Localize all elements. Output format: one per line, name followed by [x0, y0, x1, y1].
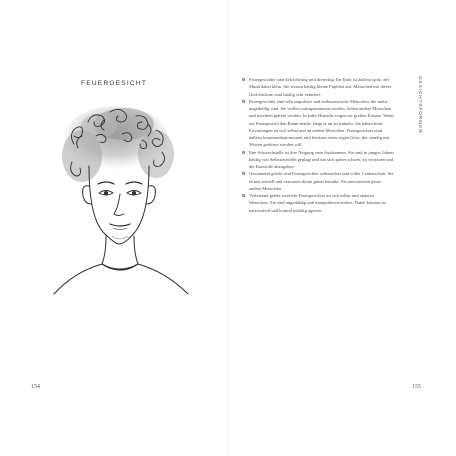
portrait-illustration — [44, 96, 194, 296]
page-number-left: 154 — [31, 384, 40, 390]
bullet-paragraph — [242, 170, 394, 192]
bullet-paragraph — [242, 98, 394, 149]
bullet-circle-icon — [242, 172, 245, 175]
section-side-label: GESICHTSFORMEN — [418, 76, 423, 134]
bullet-text: Ihre Schwachstelle ist ihre Neigung zum Ausbrennen. Sie sind in jungen Jahren häufig von Selbstzweifeln geplagt und tun sich später schwer, zu vertrauen und die Kontrolle abzugeben. — [249, 149, 394, 169]
face — [54, 166, 188, 294]
hair-wash — [62, 106, 174, 182]
bullet-paragraph — [242, 192, 394, 214]
bullet-text: Gewinnend gelebt sind Feuergesichter selbstsicher und voller Leidenschaft. Sie lernen schnell und vertrauen ihrem guten Instinkt. Sie unterstützen gerne andere Menschen. — [249, 171, 394, 191]
bullet-circle-icon — [242, 78, 245, 81]
nose — [114, 194, 124, 216]
bullet-text: Feuergesichter sind sehr impulsive und enthusiastische Menschen, die meist ungeduldig sind. Sie wollen wahrgenommen werden, lieben andere Menschen und möchten geliebt werden. In jeder Hinsicht zeigen sie großen Einsatz. Wenn ein Feuergesicht den Raum betritt, fängt er an zu funkeln. Sie haben hohe Erwartungen an sich selbst und an andere Menschen. Feuergesichter sind äußerst kommunikationsstark und besitzen einen regen Geist, der ständig mit Wissen gefüttert werden will. — [249, 98, 394, 148]
chin-shading — [112, 236, 128, 239]
page-gutter — [227, 0, 229, 456]
bullet-paragraph — [242, 149, 394, 171]
mouth — [110, 224, 130, 230]
page-number-right: 155 — [412, 384, 421, 390]
bullet-circle-icon — [242, 151, 245, 154]
body-text-column — [242, 76, 394, 214]
bullet-text: Feuergesichter sind kelchförmig und dreieckig. Ihr Kinn ist äußerst spitz, der Mund dabei klein. Sie weisen häufig kleine Pupillen auf. Menschen mit dieser Gesichtsform sind häufig sehr zentriert. — [249, 77, 392, 97]
bullet-paragraph — [242, 76, 394, 98]
bullet-circle-icon — [242, 100, 245, 103]
page-title: FEUERGESICHT — [81, 80, 148, 87]
eyebrows — [98, 182, 142, 184]
bullet-circle-icon — [242, 194, 245, 197]
bullet-text: Verletzend gelebt zweifeln Feuergesichter an sich selbst und anderen Menschen. Sie sind ungeduldig und manipulieren andere. Dabei können sie narzisstisch und kontrollsüchtig agieren. — [249, 193, 387, 213]
